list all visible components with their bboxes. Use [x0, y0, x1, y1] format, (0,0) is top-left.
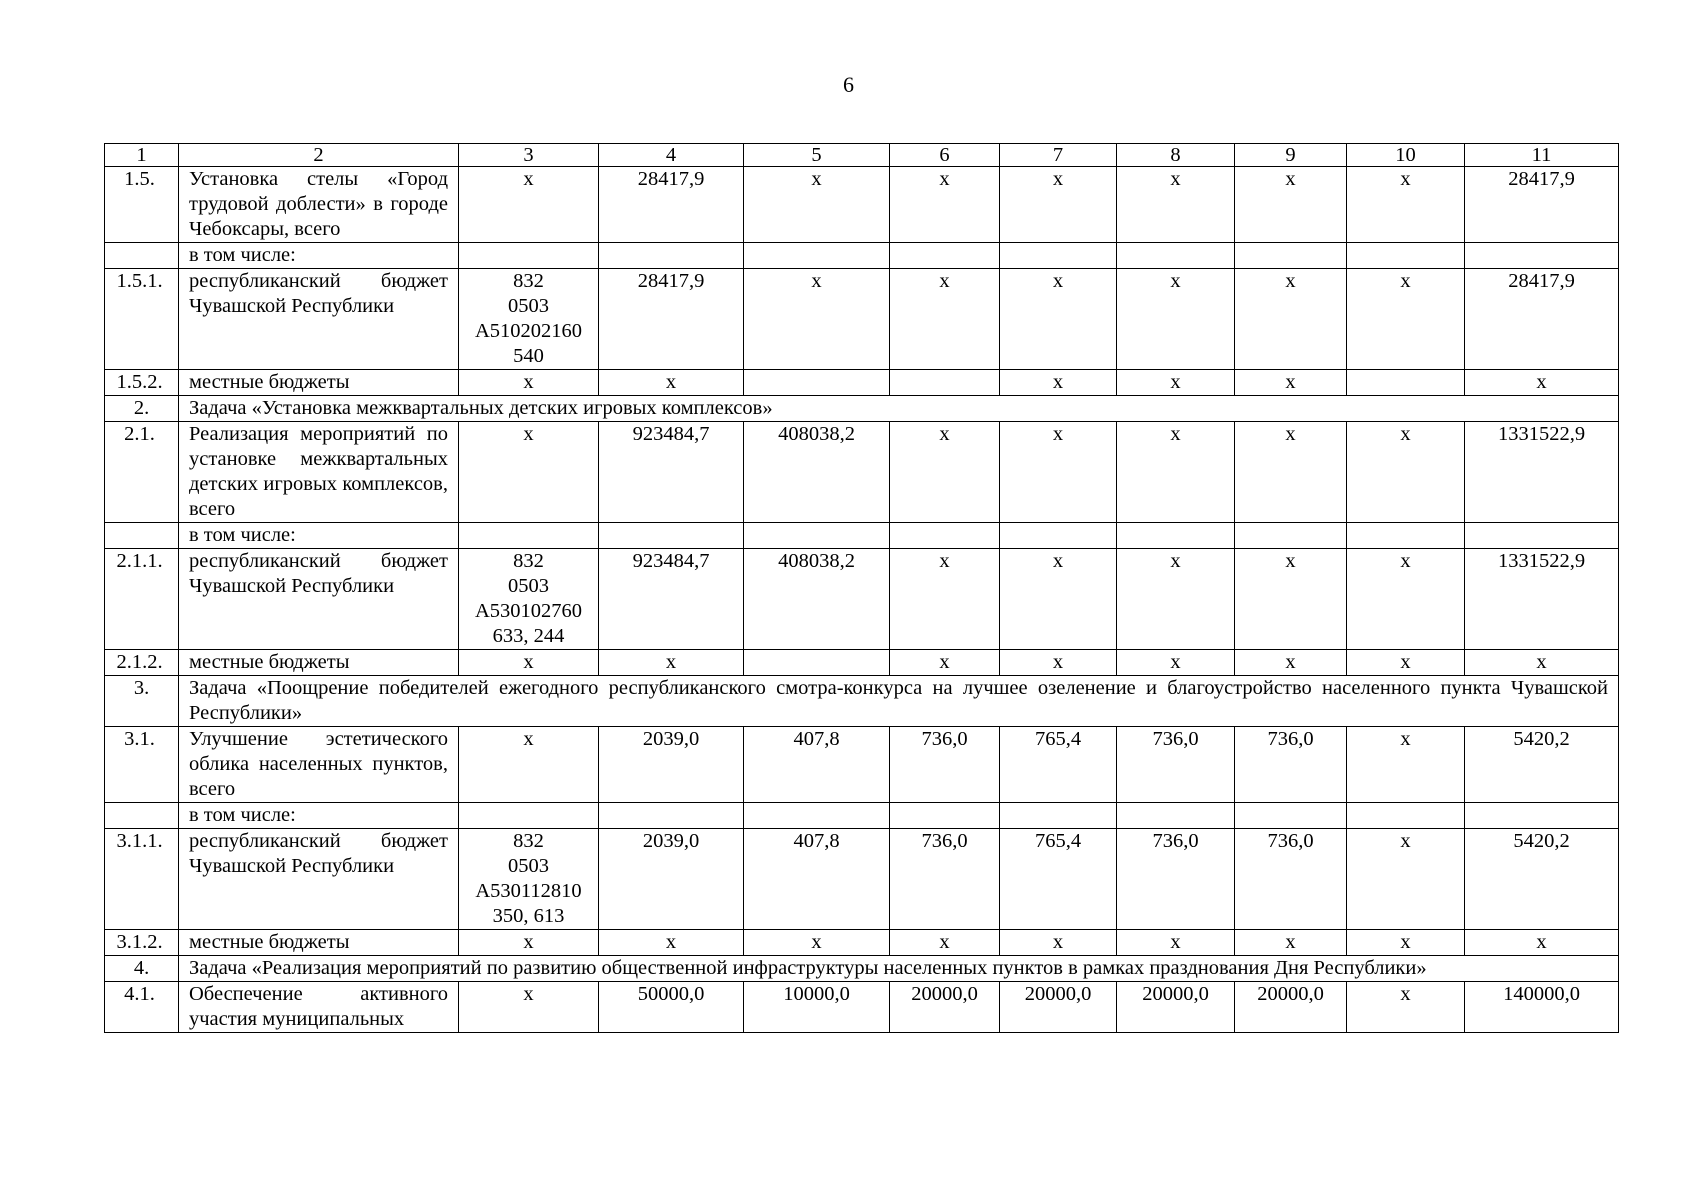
budget-code-line: 633, 244: [492, 625, 565, 647]
value-cell: 50000,0: [599, 982, 744, 1033]
value-cell: 736,0: [1235, 727, 1347, 803]
column-number-cell: 7: [1000, 144, 1117, 167]
row-label: местные бюджеты: [179, 930, 459, 956]
column-number-cell: 10: [1347, 144, 1465, 167]
budget-code-line: А530112810: [475, 880, 582, 902]
value-cell: x: [1117, 930, 1235, 956]
value-cell: x: [599, 930, 744, 956]
value-cell: [744, 650, 890, 676]
budget-code-line: x: [523, 651, 534, 673]
value-cell: x: [744, 930, 890, 956]
budget-code-line: А530102760: [474, 600, 583, 622]
column-number-cell: 1: [105, 144, 179, 167]
value-cell: x: [1347, 422, 1465, 523]
column-number-row: [105, 144, 1619, 167]
value-cell: x: [1347, 930, 1465, 956]
value-cell: 736,0: [890, 829, 1000, 930]
budget-code: [459, 422, 599, 523]
row-label: республиканский бюджет Чувашской Республики: [179, 829, 459, 930]
value-cell: [890, 370, 1000, 396]
value-cell: x: [1117, 549, 1235, 650]
value-cell: x: [1000, 422, 1117, 523]
column-number-cell: 5: [744, 144, 890, 167]
value-cell: x: [1347, 269, 1465, 370]
task-row: [105, 676, 1619, 727]
budget-code: [459, 167, 599, 243]
row-label: республиканский бюджет Чувашской Республики: [179, 269, 459, 370]
table-row: [105, 727, 1619, 803]
subheader-row: [105, 803, 1619, 829]
value-cell: x: [890, 422, 1000, 523]
row-label: Улучшение эстетического облика населенных пунктов, всего: [179, 727, 459, 803]
row-number: 3.: [105, 676, 179, 727]
value-cell: x: [1465, 930, 1619, 956]
empty-cell: [1235, 523, 1347, 549]
subheader-row: [105, 523, 1619, 549]
value-cell: 5420,2: [1465, 829, 1619, 930]
row-number: 4.: [105, 956, 179, 982]
value-cell: 765,4: [1000, 727, 1117, 803]
task-title: Задача «Реализация мероприятий по развитию общественной инфраструктуры населенных пунктов в рамках празднования Дня Республики»: [179, 956, 1619, 982]
table-row: [105, 982, 1619, 1033]
value-cell: x: [890, 167, 1000, 243]
row-number: 2.1.: [105, 422, 179, 523]
value-cell: 5420,2: [1465, 727, 1619, 803]
page-number: 6: [843, 72, 854, 97]
empty-cell: [1235, 243, 1347, 269]
value-cell: x: [1117, 167, 1235, 243]
value-cell: 923484,7: [599, 549, 744, 650]
empty-cell: [744, 803, 890, 829]
table-row: [105, 370, 1619, 396]
budget-code-line: 832: [513, 550, 544, 572]
value-cell: x: [890, 549, 1000, 650]
empty-cell: [890, 523, 1000, 549]
value-cell: x: [1000, 650, 1117, 676]
budget-code: [459, 982, 599, 1033]
row-label: местные бюджеты: [179, 370, 459, 396]
column-number-cell: 6: [890, 144, 1000, 167]
table-row: [105, 930, 1619, 956]
empty-cell: [890, 803, 1000, 829]
column-number-cell: 2: [179, 144, 459, 167]
empty-cell: [459, 523, 599, 549]
value-cell: x: [1347, 982, 1465, 1033]
subheader-row: [105, 243, 1619, 269]
budget-code-line: А510202160: [474, 320, 583, 342]
value-cell: 20000,0: [1117, 982, 1235, 1033]
empty-cell: [890, 243, 1000, 269]
budget-code: [459, 549, 599, 650]
empty-cell: [459, 243, 599, 269]
empty-cell: [1347, 243, 1465, 269]
value-cell: 28417,9: [599, 269, 744, 370]
value-cell: x: [599, 370, 744, 396]
empty-cell: [1465, 803, 1619, 829]
empty-cell: [599, 523, 744, 549]
empty-cell: [459, 803, 599, 829]
value-cell: x: [599, 650, 744, 676]
row-number: 2.1.1.: [105, 549, 179, 650]
budget-table: [104, 143, 1619, 1033]
value-cell: 10000,0: [744, 982, 890, 1033]
empty-cell: [1117, 243, 1235, 269]
row-label: Реализация мероприятий по установке межквартальных детских игровых комплексов, всего: [179, 422, 459, 523]
empty-cell: [744, 243, 890, 269]
table-row: [105, 650, 1619, 676]
budget-code-line: 0503: [508, 855, 549, 877]
budget-code: [459, 727, 599, 803]
row-number: 3.1.1.: [105, 829, 179, 930]
row-number: 3.1.: [105, 727, 179, 803]
value-cell: x: [1235, 549, 1347, 650]
value-cell: 1331522,9: [1465, 422, 1619, 523]
budget-code-line: x: [523, 983, 534, 1005]
value-cell: 28417,9: [599, 167, 744, 243]
column-number-cell: 8: [1117, 144, 1235, 167]
value-cell: x: [1465, 650, 1619, 676]
value-cell: x: [1000, 930, 1117, 956]
budget-code: [459, 269, 599, 370]
value-cell: x: [1465, 370, 1619, 396]
value-cell: x: [890, 269, 1000, 370]
empty-cell: [1000, 243, 1117, 269]
value-cell: x: [1347, 549, 1465, 650]
row-number: 3.1.2.: [105, 930, 179, 956]
table-body: [105, 144, 1619, 1033]
value-cell: x: [1347, 650, 1465, 676]
budget-code-line: x: [523, 423, 534, 445]
value-cell: x: [1000, 549, 1117, 650]
budget-code: [459, 370, 599, 396]
value-cell: [744, 370, 890, 396]
empty-cell: [599, 803, 744, 829]
value-cell: 407,8: [744, 829, 890, 930]
empty-cell: [1000, 523, 1117, 549]
budget-code: [459, 930, 599, 956]
budget-code-line: x: [523, 371, 534, 393]
value-cell: 408038,2: [744, 422, 890, 523]
task-title: Задача «Поощрение победителей ежегодного республиканского смотра-конкурса на лучшее озеленение и благоустройство населенного пункта Чувашской Республики»: [179, 676, 1619, 727]
budget-code-line: 350, 613: [492, 905, 565, 927]
row-label: республиканский бюджет Чувашской Республики: [179, 549, 459, 650]
value-cell: x: [1347, 727, 1465, 803]
value-cell: 736,0: [1117, 829, 1235, 930]
budget-code-line: 832: [513, 270, 544, 292]
value-cell: x: [1000, 167, 1117, 243]
column-number-cell: 11: [1465, 144, 1619, 167]
empty-cell: [1347, 523, 1465, 549]
row-label: в том числе:: [179, 243, 459, 269]
row-number: [105, 523, 179, 549]
value-cell: x: [1235, 167, 1347, 243]
value-cell: x: [744, 167, 890, 243]
value-cell: x: [1347, 167, 1465, 243]
budget-code-line: 832: [513, 830, 544, 852]
value-cell: 28417,9: [1465, 167, 1619, 243]
budget-code-line: x: [523, 168, 534, 190]
empty-cell: [1117, 523, 1235, 549]
table-row: [105, 422, 1619, 523]
row-number: [105, 243, 179, 269]
budget-code-line: x: [523, 728, 534, 750]
table-row: [105, 829, 1619, 930]
row-label: Обеспечение активного участия муниципальных: [179, 982, 459, 1033]
task-row: [105, 396, 1619, 422]
row-number: 1.5.: [105, 167, 179, 243]
value-cell: x: [1000, 370, 1117, 396]
empty-cell: [1465, 523, 1619, 549]
row-label: Установка стелы «Город трудовой доблести» в городе Чебоксары, всего: [179, 167, 459, 243]
value-cell: x: [1235, 422, 1347, 523]
value-cell: 736,0: [1235, 829, 1347, 930]
empty-cell: [1347, 803, 1465, 829]
value-cell: x: [1117, 422, 1235, 523]
budget-code-line: 0503: [508, 575, 549, 597]
empty-cell: [599, 243, 744, 269]
value-cell: x: [890, 930, 1000, 956]
value-cell: x: [1235, 650, 1347, 676]
value-cell: x: [1000, 269, 1117, 370]
value-cell: 408038,2: [744, 549, 890, 650]
budget-code: [459, 829, 599, 930]
value-cell: 736,0: [1117, 727, 1235, 803]
value-cell: 736,0: [890, 727, 1000, 803]
budget-code-line: x: [523, 931, 534, 953]
value-cell: x: [1235, 269, 1347, 370]
row-number: 2.1.2.: [105, 650, 179, 676]
value-cell: 2039,0: [599, 829, 744, 930]
table-row: [105, 269, 1619, 370]
task-row: [105, 956, 1619, 982]
column-number-cell: 9: [1235, 144, 1347, 167]
table-row: [105, 549, 1619, 650]
empty-cell: [1235, 803, 1347, 829]
row-label: в том числе:: [179, 523, 459, 549]
value-cell: x: [744, 269, 890, 370]
row-label: в том числе:: [179, 803, 459, 829]
value-cell: x: [1235, 930, 1347, 956]
column-number-cell: 3: [459, 144, 599, 167]
row-number: [105, 803, 179, 829]
value-cell: x: [1117, 269, 1235, 370]
row-number: 1.5.1.: [105, 269, 179, 370]
value-cell: 2039,0: [599, 727, 744, 803]
value-cell: x: [1117, 650, 1235, 676]
value-cell: 20000,0: [890, 982, 1000, 1033]
row-number: 2.: [105, 396, 179, 422]
value-cell: x: [890, 650, 1000, 676]
value-cell: 765,4: [1000, 829, 1117, 930]
row-number: 1.5.2.: [105, 370, 179, 396]
value-cell: 923484,7: [599, 422, 744, 523]
empty-cell: [1465, 243, 1619, 269]
value-cell: x: [1235, 370, 1347, 396]
budget-code: [459, 650, 599, 676]
value-cell: 20000,0: [1235, 982, 1347, 1033]
value-cell: [1347, 370, 1465, 396]
column-number-cell: 4: [599, 144, 744, 167]
value-cell: x: [1347, 829, 1465, 930]
value-cell: 140000,0: [1465, 982, 1619, 1033]
table-row: [105, 167, 1619, 243]
value-cell: 1331522,9: [1465, 549, 1619, 650]
empty-cell: [1117, 803, 1235, 829]
empty-cell: [1000, 803, 1117, 829]
value-cell: x: [1117, 370, 1235, 396]
budget-code-line: 540: [513, 345, 544, 367]
budget-code-line: 0503: [508, 295, 549, 317]
value-cell: 20000,0: [1000, 982, 1117, 1033]
task-title: Задача «Установка межквартальных детских игровых комплексов»: [179, 396, 1619, 422]
value-cell: 28417,9: [1465, 269, 1619, 370]
row-number: 4.1.: [105, 982, 179, 1033]
empty-cell: [744, 523, 890, 549]
value-cell: 407,8: [744, 727, 890, 803]
row-label: местные бюджеты: [179, 650, 459, 676]
